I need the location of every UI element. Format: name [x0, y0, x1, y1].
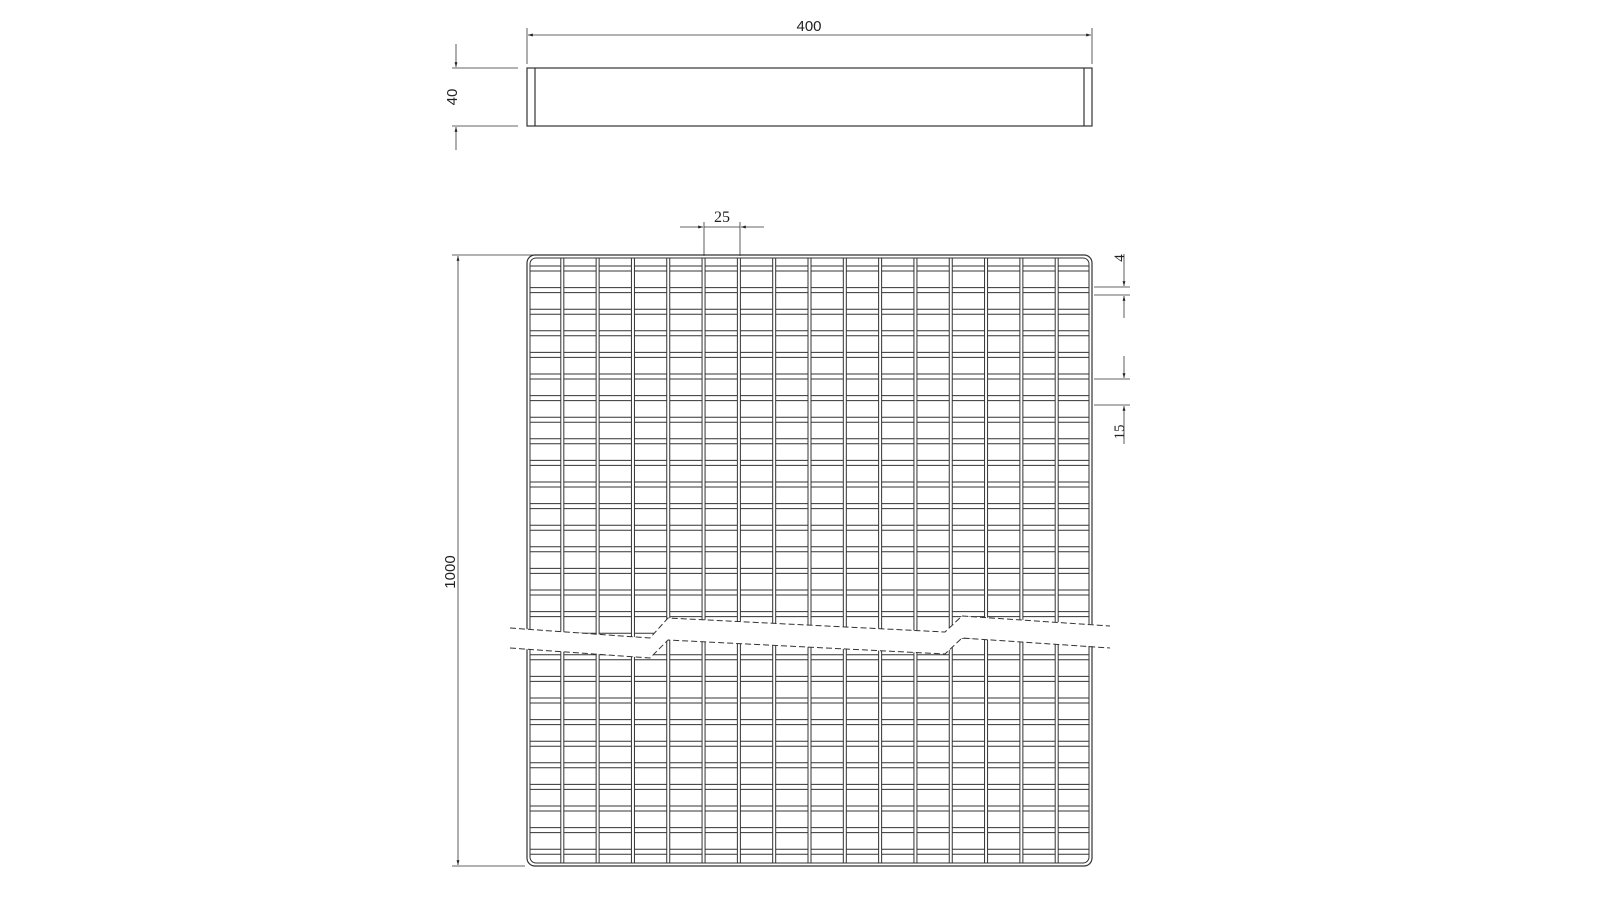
side-height-dimension-label: 40 — [444, 88, 461, 106]
cross-bar-pitch-label: 15 — [1112, 424, 1128, 440]
bar-pitch-dimension — [680, 222, 764, 256]
height-dimension — [452, 255, 600, 866]
bar-pitch-label: 25 — [714, 209, 730, 226]
bar-thickness-dimension — [1094, 254, 1130, 318]
side-view-outline — [527, 68, 1092, 126]
width-dimension-label: 400 — [796, 18, 822, 35]
bar-thickness-label: 4 — [1112, 254, 1128, 262]
side-view — [452, 28, 1092, 150]
height-dimension-label: 1000 — [442, 555, 459, 589]
plan-view — [510, 255, 1110, 866]
